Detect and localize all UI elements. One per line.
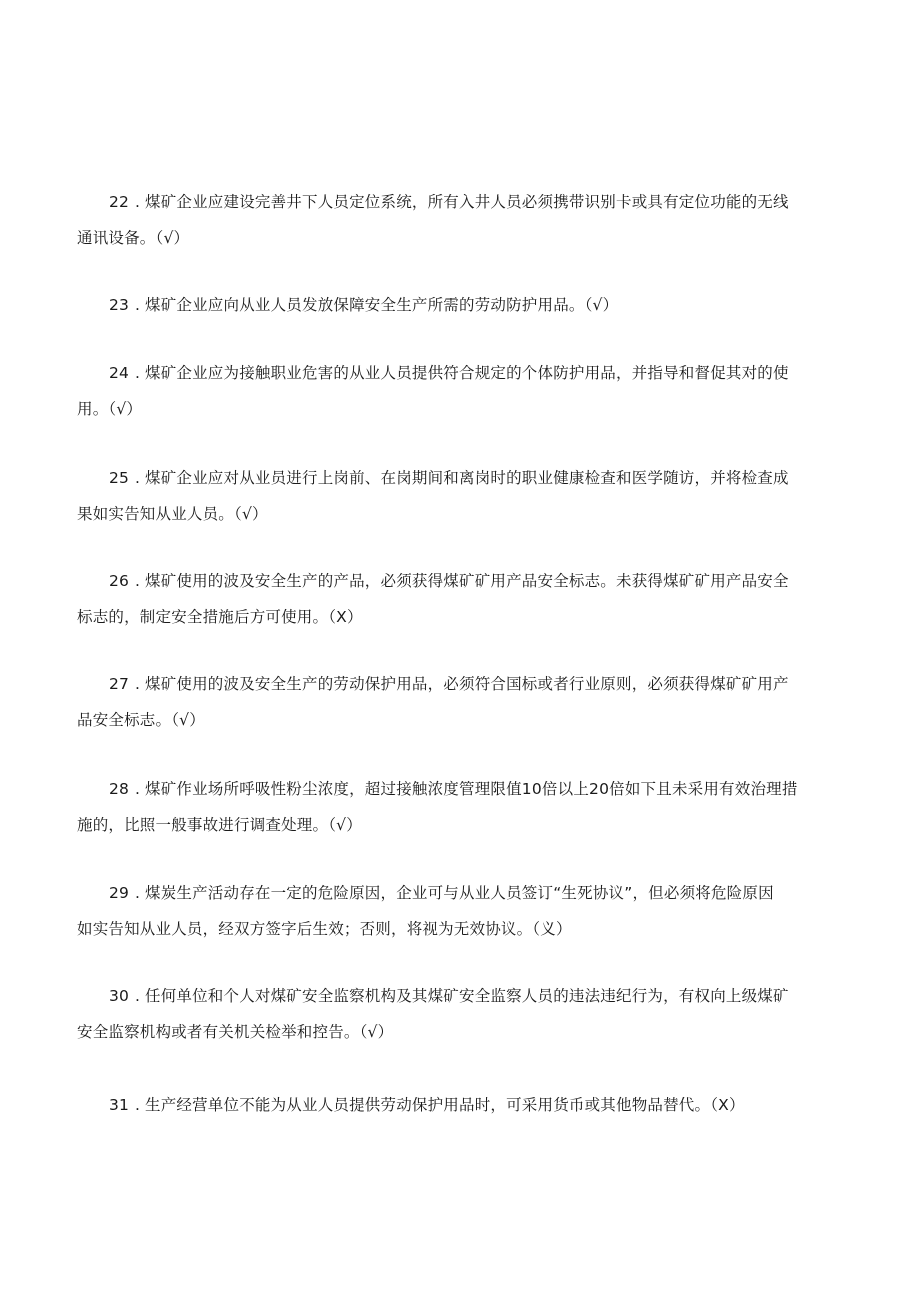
- question-31: [77, 1087, 847, 1123]
- question-number: 29: [109, 884, 130, 902]
- question-dot: .: [135, 572, 141, 590]
- question-line-2: 安全监察机构或者有关机关检举和控告。（√）: [77, 1023, 394, 1041]
- question-number: 28: [109, 780, 130, 798]
- question-line-1: [77, 563, 847, 599]
- question-text: 煤炭生产活动存在一定的危险原因，企业可与从业人员签订“生死协议”，但必须将危险原因: [145, 884, 774, 902]
- question-text: 煤矿企业应为接触职业危害的从业人员提供符合规定的个体防护用品，并指导和督促其对的使: [145, 364, 789, 382]
- question-line-1: [77, 1087, 847, 1123]
- question-number: 31: [109, 1096, 130, 1114]
- question-dot: .: [135, 193, 141, 211]
- question-line-1: [77, 978, 847, 1014]
- question-text: 煤矿使用的波及安全生产的产品，必须获得煤矿矿用产品安全标志。未获得煤矿矿用产品安全: [145, 572, 789, 590]
- question-dot: .: [135, 469, 141, 487]
- question-22: [77, 184, 847, 256]
- question-line-2: 如实告知从业人员，经双方签字后生效；否则，将视为无效协议。（义）: [77, 920, 572, 938]
- question-text: 煤矿使用的波及安全生产的劳动保护用品，必须符合国标或者行业原则，必须获得煤矿矿用产: [145, 675, 789, 693]
- question-dot: .: [135, 884, 141, 902]
- question-line-1: [77, 875, 847, 911]
- question-dot: .: [135, 987, 141, 1005]
- question-line-1: [77, 184, 847, 220]
- question-line-2: 品安全标志。（√）: [77, 711, 205, 729]
- question-number: 23: [109, 296, 130, 314]
- question-dot: .: [135, 780, 141, 798]
- question-29: [77, 875, 847, 947]
- question-line-1: [77, 666, 847, 702]
- question-dot: .: [135, 675, 141, 693]
- question-line-2: 施的，比照一般事故进行调查处理。（√）: [77, 816, 362, 834]
- question-number: 27: [109, 675, 130, 693]
- question-line-1: [77, 287, 847, 323]
- question-number: 22: [109, 193, 130, 211]
- question-number: 25: [109, 469, 130, 487]
- question-number: 24: [109, 364, 130, 382]
- question-24: [77, 355, 847, 427]
- question-line-1: [77, 460, 847, 496]
- question-27: [77, 666, 847, 738]
- question-text: 任何单位和个人对煤矿安全监察机构及其煤矿安全监察人员的违法违纪行为，有权向上级煤矿: [145, 987, 789, 1005]
- question-dot: .: [135, 1096, 141, 1114]
- question-line-1: [77, 355, 847, 391]
- question-dot: .: [135, 296, 141, 314]
- question-line-2: 通讯设备。（√）: [77, 229, 190, 247]
- question-line-2: 标志的，制定安全措施后方可使用。（X）: [77, 608, 363, 626]
- question-text: 煤矿企业应对从业员进行上岗前、在岗期间和离岗时的职业健康检查和医学随访，并将检查成: [145, 469, 789, 487]
- question-number: 30: [109, 987, 130, 1005]
- question-number: 26: [109, 572, 130, 590]
- question-line-1: [77, 771, 847, 807]
- question-line-2: 果如实告知从业人员。（√）: [77, 505, 268, 523]
- question-text: 煤矿作业场所呼吸性粉尘浓度，超过接触浓度管理限值10倍以上20倍如下且未采用有效治理措: [145, 780, 798, 798]
- question-dot: .: [135, 364, 141, 382]
- question-text: 煤矿企业应向从业人员发放保障安全生产所需的劳动防护用品。（√）: [145, 296, 619, 314]
- question-30: [77, 978, 847, 1050]
- question-text: 煤矿企业应建设完善井下人员定位系统，所有入井人员必须携带识别卡或具有定位功能的无线: [145, 193, 789, 211]
- question-28: [77, 771, 847, 843]
- question-26: [77, 563, 847, 635]
- question-23: [77, 287, 847, 323]
- question-25: [77, 460, 847, 532]
- question-line-2: 用。（√）: [77, 400, 143, 418]
- question-text: 生产经营单位不能为从业人员提供劳动保护用品时，可采用货币或其他物品替代。（X）: [145, 1096, 745, 1114]
